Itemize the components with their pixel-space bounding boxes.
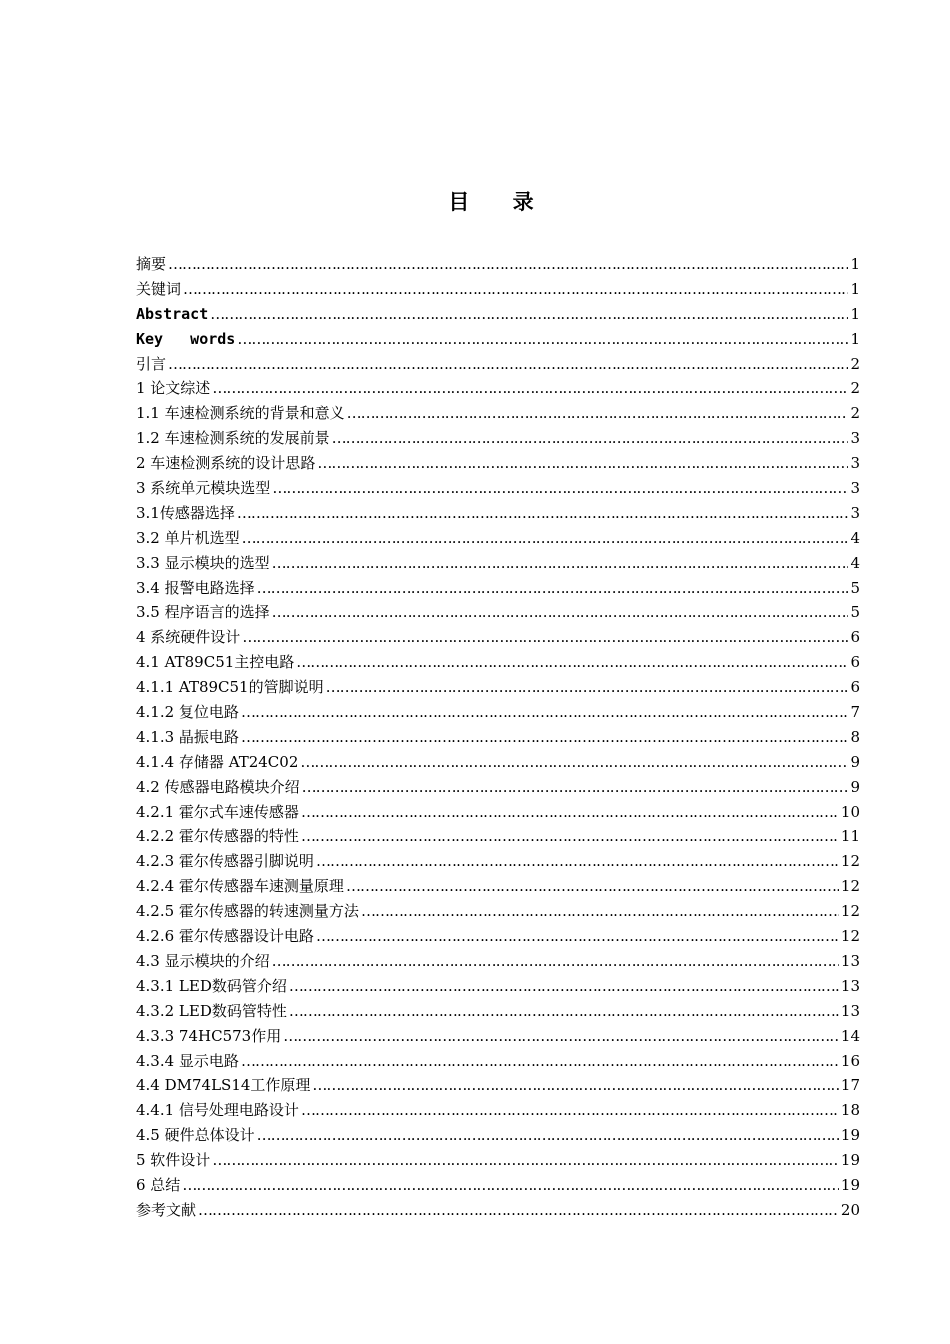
dot-leader <box>257 1123 839 1148</box>
toc-entry-5[interactable] <box>136 1148 860 1173</box>
dot-leader <box>296 650 848 675</box>
dot-leader <box>300 750 848 775</box>
toc-entry-label: 4.1.3 晶振电路 <box>136 727 239 746</box>
toc-entry-label: 4.1.2 复位电路 <box>136 703 239 722</box>
toc-entry-4-1-3[interactable] <box>136 725 860 750</box>
toc-entry-label: 4.3.2 LED数码管特性 <box>136 1001 287 1020</box>
toc-entry-label: 4.2.4 霍尔传感器车速测量原理 <box>136 877 344 896</box>
toc-entry-4-4-1[interactable] <box>136 1098 860 1123</box>
toc-entry-3[interactable] <box>136 476 860 501</box>
toc-entry-label: 6 总结 <box>136 1175 181 1194</box>
dot-leader <box>242 625 848 650</box>
toc-entry-label: 4.2.3 霍尔传感器引脚说明 <box>136 852 314 871</box>
toc-entry-page: 13 <box>840 976 860 995</box>
dot-leader <box>347 401 848 426</box>
toc-entry-4-2-6[interactable] <box>136 924 860 949</box>
toc-entry-page: 18 <box>840 1101 860 1120</box>
toc-entry-label: 4.2.6 霍尔传感器设计电路 <box>136 927 314 946</box>
dot-leader <box>332 426 848 451</box>
toc-entry-page: 4 <box>850 553 860 572</box>
toc-entry-4-2-1[interactable] <box>136 800 860 825</box>
toc-entry-4-3[interactable] <box>136 949 860 974</box>
dot-leader <box>212 376 848 401</box>
dot-leader <box>168 352 848 377</box>
toc-entry-label: 引言 <box>136 354 167 373</box>
dot-leader <box>312 1073 838 1098</box>
toc-entry-page: 1 <box>850 255 860 273</box>
toc-entry-page: 2 <box>850 404 860 423</box>
toc-entry-label: 4.3.3 74HC573作用 <box>136 1026 282 1045</box>
toc-entry-4-5[interactable] <box>136 1123 860 1148</box>
toc-entry-label: 4 系统硬件设计 <box>136 628 241 647</box>
toc-entry-page: 20 <box>840 1200 860 1219</box>
toc-entry-4-1[interactable] <box>136 650 860 675</box>
toc-entry-label: 3.4 报警电路选择 <box>136 578 255 597</box>
toc-entry-page: 9 <box>850 752 860 771</box>
dot-leader <box>272 551 848 576</box>
toc-entry-label: 4.2.1 霍尔式车速传感器 <box>136 802 299 821</box>
toc-entry-4-2-3[interactable] <box>136 849 860 874</box>
toc-entry-introduction[interactable] <box>136 352 860 377</box>
toc-entry-page: 1 <box>850 329 860 348</box>
toc-entry-abstract-cn[interactable] <box>136 252 860 277</box>
toc-entry-label: 4.4 DM74LS14工作原理 <box>136 1076 311 1095</box>
dot-leader <box>283 1024 839 1049</box>
toc-entry-keywords-cn[interactable] <box>136 277 860 302</box>
toc-entry-label: 3.2 单片机选型 <box>136 528 240 547</box>
dot-leader <box>237 501 848 526</box>
toc-entry-abstract-en[interactable] <box>136 302 860 327</box>
toc-entry-4-2-4[interactable] <box>136 874 860 899</box>
dot-leader <box>241 1049 839 1074</box>
toc-entry-page: 6 <box>850 653 860 672</box>
dot-leader <box>346 874 839 899</box>
toc-entry-1-2[interactable] <box>136 426 860 451</box>
dot-leader <box>301 824 839 849</box>
toc-entry-page: 5 <box>850 578 860 597</box>
toc-entry-page: 5 <box>850 603 860 622</box>
toc-entry-label: 关键词 <box>136 279 182 298</box>
toc-entry-page: 8 <box>850 727 860 746</box>
dot-leader <box>272 476 848 501</box>
dot-leader <box>257 576 848 601</box>
toc-entry-page: 6 <box>850 628 860 647</box>
toc-entry-page: 19 <box>840 1175 860 1194</box>
toc-entry-page: 13 <box>840 1001 860 1020</box>
dot-leader <box>241 700 848 725</box>
toc-entry-references[interactable] <box>136 1198 860 1223</box>
dot-leader <box>182 1173 839 1198</box>
toc-entry-page: 1 <box>850 304 860 323</box>
page-title: 目 录 <box>448 190 552 214</box>
table-of-contents <box>136 252 860 1223</box>
dot-leader <box>210 302 848 327</box>
dot-leader <box>301 1098 839 1123</box>
toc-entry-label: 1 论文综述 <box>136 379 211 398</box>
toc-entry-label: 4.1 AT89C51主控电路 <box>136 653 295 672</box>
toc-entry-page: 10 <box>840 802 860 821</box>
toc-entry-label: 4.5 硬件总体设计 <box>136 1126 255 1145</box>
toc-entry-page: 3 <box>850 479 860 498</box>
toc-entry-page: 13 <box>840 951 860 970</box>
toc-entry-1[interactable] <box>136 376 860 401</box>
dot-leader <box>316 849 839 874</box>
toc-entry-label: 3.1传感器选择 <box>136 503 235 522</box>
toc-entry-label: 5 软件设计 <box>136 1151 211 1170</box>
toc-entry-2[interactable] <box>136 451 860 476</box>
dot-leader <box>361 899 839 924</box>
toc-entry-page: 2 <box>850 354 860 373</box>
toc-entry-4-1-4[interactable] <box>136 750 860 775</box>
toc-entry-page: 6 <box>850 678 860 697</box>
toc-entry-page: 1 <box>850 279 860 298</box>
toc-entry-page: 7 <box>850 703 860 722</box>
dot-leader <box>237 327 848 352</box>
toc-entry-4[interactable] <box>136 625 860 650</box>
dot-leader <box>212 1148 839 1173</box>
dot-leader <box>326 675 848 700</box>
toc-entry-label: 4.2.5 霍尔传感器的转速测量方法 <box>136 902 359 921</box>
dot-leader <box>168 252 848 277</box>
toc-entry-4-3-2[interactable] <box>136 999 860 1024</box>
toc-entry-page: 12 <box>840 902 860 921</box>
toc-entry-4-3-4[interactable] <box>136 1049 860 1074</box>
toc-entry-label: 摘要 <box>136 255 167 273</box>
toc-entry-1-1[interactable] <box>136 401 860 426</box>
toc-entry-label: 4.1.1 AT89C51的管脚说明 <box>136 678 324 697</box>
toc-entry-page: 3 <box>850 429 860 448</box>
dot-leader <box>198 1198 839 1223</box>
toc-entry-6[interactable] <box>136 1173 860 1198</box>
toc-entry-page: 17 <box>840 1076 860 1095</box>
toc-entry-label: 2 车速检测系统的设计思路 <box>136 454 316 473</box>
toc-entry-4-2-2[interactable] <box>136 824 860 849</box>
toc-entry-4-3-1[interactable] <box>136 974 860 999</box>
toc-entry-label: 3.5 程序语言的选择 <box>136 603 270 622</box>
toc-entry-page: 3 <box>850 454 860 473</box>
toc-entry-4-4[interactable] <box>136 1073 860 1098</box>
toc-entry-page: 16 <box>840 1051 860 1070</box>
toc-entry-label: 4.2.2 霍尔传感器的特性 <box>136 827 299 846</box>
toc-entry-label: 4.4.1 信号处理电路设计 <box>136 1101 299 1120</box>
toc-entry-3-1[interactable] <box>136 501 860 526</box>
toc-entry-page: 12 <box>840 877 860 896</box>
dot-leader <box>302 775 848 800</box>
dot-leader <box>272 600 848 625</box>
toc-entry-label: Abstract <box>136 304 209 323</box>
toc-entry-label: 4.1.4 存储器 AT24C02 <box>136 752 299 771</box>
toc-entry-label: 1.1 车速检测系统的背景和意义 <box>136 404 345 423</box>
dot-leader <box>272 949 839 974</box>
toc-entry-page: 4 <box>850 528 860 547</box>
toc-entry-4-1-2[interactable] <box>136 700 860 725</box>
toc-entry-label: 参考文献 <box>136 1200 197 1219</box>
toc-entry-4-1-1[interactable] <box>136 675 860 700</box>
toc-entry-label: 4.2 传感器电路模块介绍 <box>136 777 300 796</box>
dot-leader <box>317 451 848 476</box>
dot-leader <box>241 725 848 750</box>
toc-entry-4-3-3[interactable] <box>136 1024 860 1049</box>
toc-entry-page: 2 <box>850 379 860 398</box>
toc-entry-3-3[interactable] <box>136 551 860 576</box>
toc-entry-4-2-5[interactable] <box>136 899 860 924</box>
toc-entry-3-4[interactable] <box>136 576 860 601</box>
toc-entry-3-5[interactable] <box>136 600 860 625</box>
toc-entry-label: 3.3 显示模块的选型 <box>136 553 270 572</box>
dot-leader <box>289 974 839 999</box>
toc-entry-label: Key words <box>136 329 236 348</box>
toc-entry-page: 14 <box>840 1026 860 1045</box>
toc-entry-4-2[interactable] <box>136 775 860 800</box>
toc-entry-keywords-en[interactable] <box>136 327 860 352</box>
toc-entry-label: 3 系统单元模块选型 <box>136 479 271 498</box>
toc-entry-page: 9 <box>850 777 860 796</box>
toc-entry-page: 12 <box>840 927 860 946</box>
toc-entry-page: 19 <box>840 1126 860 1145</box>
dot-leader <box>183 277 848 302</box>
toc-entry-label: 1.2 车速检测系统的发展前景 <box>136 429 330 448</box>
toc-entry-page: 3 <box>850 503 860 522</box>
toc-entry-label: 4.3 显示模块的介绍 <box>136 951 270 970</box>
dot-leader <box>242 526 848 551</box>
toc-entry-page: 11 <box>840 827 860 846</box>
dot-leader <box>316 924 839 949</box>
dot-leader <box>289 999 839 1024</box>
toc-entry-page: 12 <box>840 852 860 871</box>
dot-leader <box>301 800 839 825</box>
toc-entry-label: 4.3.4 显示电路 <box>136 1051 239 1070</box>
toc-entry-3-2[interactable] <box>136 526 860 551</box>
toc-entry-page: 19 <box>840 1151 860 1170</box>
toc-entry-label: 4.3.1 LED数码管介绍 <box>136 976 287 995</box>
